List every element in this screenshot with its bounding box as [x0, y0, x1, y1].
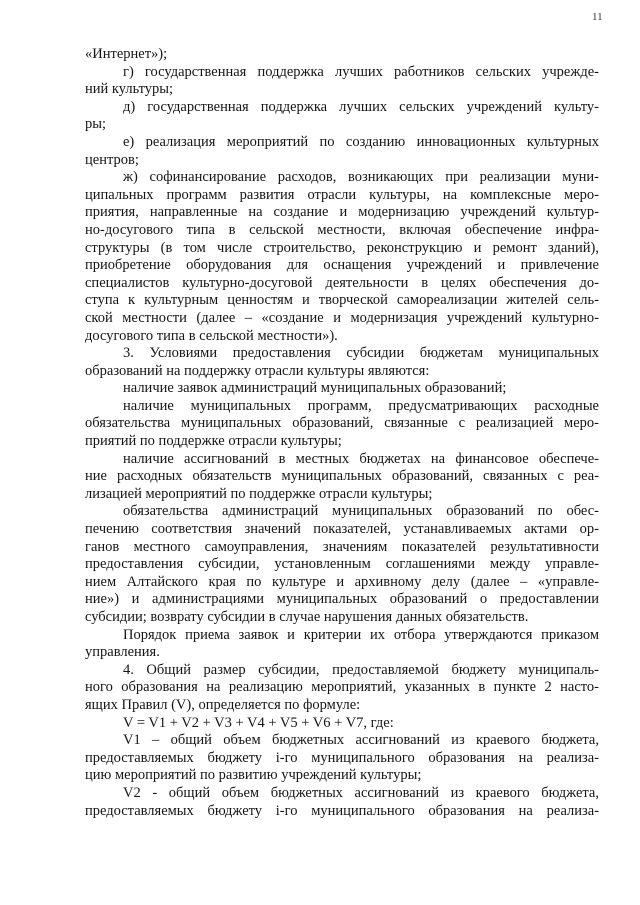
text-line: ципальных программ развития отрасли культуры, на комплексные меро- — [85, 186, 599, 203]
text-line: 3. Условиями предоставления субсидии бюджетам муниципальных — [123, 345, 599, 362]
text-line: ж) софинансирование расходов, возникающих при реализации муни- — [123, 169, 599, 186]
text-line: цию мероприятий по развитию учреждений культуры; — [85, 767, 422, 784]
text-line: лизацией мероприятий по поддержке отрасли культуры; — [85, 485, 433, 502]
text-line: структуры (в том числе строительство, реконструкцию и ремонт зданий), — [85, 239, 599, 256]
text-line: Порядок приема заявок и критерии их отбора утверждаются приказом — [123, 626, 599, 643]
text-line: ние расходных обязательств муниципальных образований, связанных с реа- — [85, 468, 599, 485]
text-line: наличие ассигнований в местных бюджетах на финансовое обеспече- — [123, 450, 599, 467]
text-line: предоставляемых бюджету i-го муниципального образования на реализа- — [85, 749, 599, 766]
document-body — [85, 46, 599, 820]
text-line: печению соответствия значений показателей, устанавливаемых актами ор- — [85, 521, 599, 538]
text-line: д) государственная поддержка лучших сельских учреждений культу- — [123, 98, 599, 115]
text-line: центров; — [85, 151, 139, 168]
text-line: 4. Общий размер субсидии, предоставляемой бюджету муниципаль- — [123, 661, 599, 678]
text-line: приятия, направленные на создание и модернизацию учреждений культур- — [85, 204, 599, 221]
text-line: ящих Правил (V), определяется по формуле: — [85, 696, 361, 713]
text-line: нием Алтайского края по культуре и архивному делу (далее – «управле- — [85, 573, 599, 590]
text-line: специалистов культурно-досуговой деятельности в целях обеспечения до- — [85, 274, 599, 291]
text-line: приятий по поддержке отрасли культуры; — [85, 433, 342, 450]
text-line: ступа к культурным ценностям и творческой самореализации жителей сель- — [85, 292, 599, 309]
text-line: ного образования на реализацию мероприятий, указанных в пункте 2 насто- — [85, 679, 599, 696]
text-line: ры; — [85, 116, 107, 133]
text-line: управления. — [85, 644, 160, 661]
text-line: обязательства администраций муниципальных образований по обес- — [123, 503, 599, 520]
text-line: V1 – общий объем бюджетных ассигнований из краевого бюджета, — [123, 732, 599, 749]
text-line: ганов местного самоуправления, значениям показателей результативности — [85, 538, 599, 555]
formula-line: V = V1 + V2 + V3 + V4 + V5 + V6 + V7, где: — [123, 714, 394, 731]
text-line: но-досугового типа в сельской местности, включая обеспечение инфра- — [85, 221, 599, 238]
text-line: досугового типа в сельской местности»). — [85, 327, 338, 344]
text-line: ний культуры; — [85, 81, 174, 98]
text-line: приобретение оборудования для оснащения учреждений и привлечение — [85, 257, 599, 274]
text-line: е) реализация мероприятий по созданию инновационных культурных — [123, 133, 599, 150]
text-line: предоставления субсидии, установленным соглашениями между управле- — [85, 556, 599, 573]
text-line: обязательства муниципальных образований, связанные с реализацией меро- — [85, 415, 599, 432]
text-line: образований на поддержку отрасли культуры являются: — [85, 362, 430, 379]
text-line: наличие муниципальных программ, предусматривающих расходные — [123, 397, 599, 414]
text-line: ской местности (далее – «создание и модернизация учреждений культурно- — [85, 309, 599, 326]
text-line: г) государственная поддержка лучших работников сельских учрежде- — [123, 63, 599, 80]
text-line: «Интернет»); — [85, 46, 168, 62]
text-line: предоставляемых бюджету i-го муниципального образования на реализа- — [85, 802, 599, 819]
text-line: ние») и администрациями муниципальных образований о предоставлении — [85, 591, 599, 608]
page-number: 11 — [592, 11, 603, 23]
text-line: наличие заявок администраций муниципальных образований; — [123, 380, 507, 397]
text-line: субсидии; возврату субсидии в случае нарушения данных обязательств. — [85, 609, 529, 625]
text-line: V2 - общий объем бюджетных ассигнований из краевого бюджета, — [123, 784, 599, 801]
